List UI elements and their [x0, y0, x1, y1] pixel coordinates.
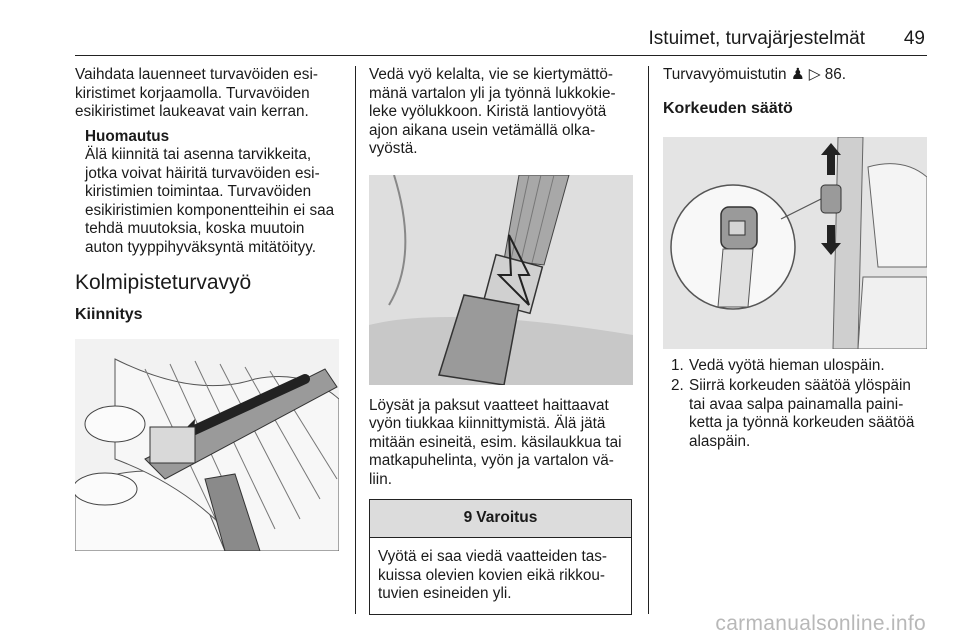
column-1 — [75, 66, 343, 551]
warning-box — [369, 499, 632, 615]
clothing-paragraph: Löysät ja paksut vaatteet haittaavat vyön tiukkaa kiinnittymistä. Älä jätä mitään esineitä, esim. käsilaukkua tai matkapuhelinta, vyön ja vartalon vä-liin. — [369, 396, 622, 488]
watermark: carmanualsonline.info — [715, 612, 926, 635]
column-3 — [663, 66, 927, 453]
warning-title: Varoitus — [476, 509, 538, 527]
height-adjuster-illustration — [663, 137, 927, 349]
step-number: 1. — [671, 356, 684, 374]
fastening-paragraph: Vedä vyö kelalta, vie se kiertymättö-mänä vartalon yli ja työnnä lukkokie-leke vyölukkoon. Kiristä lantiovyötä ajon aikana usein vetämällä olka-vyöstä. — [369, 66, 616, 157]
section-heading: Kolmipisteturvavyö — [75, 271, 252, 294]
page-reference-icon: ▷ — [808, 66, 821, 83]
height-adjust-heading: Korkeuden säätö — [663, 99, 793, 117]
column-divider — [355, 66, 356, 614]
subsection-heading: Kiinnitys — [75, 306, 143, 323]
column-2 — [369, 66, 635, 615]
page-number: 49 — [903, 28, 925, 49]
warning-icon: 9 — [463, 509, 473, 527]
note-box — [85, 128, 343, 258]
warning-body: Vyötä ei saa viedä vaatteiden tas-kuissa olevien kovien eikä rikkou-tuvien esineiden yli. — [378, 548, 608, 602]
list-item — [663, 377, 927, 451]
reminder-reference — [663, 66, 927, 85]
page-header — [75, 28, 927, 54]
step-text: Siirrä korkeuden säätöä ylöspäin tai avaa salpa painamalla paini-ketta ja työnnä korkeuden säätöä alaspäin. — [689, 377, 915, 450]
buckle-illustration — [369, 175, 633, 385]
reminder-text: Turvavyömuistutin — [663, 66, 787, 83]
instruction-list — [663, 357, 927, 452]
header-rule — [75, 55, 927, 56]
step-number: 2. — [671, 377, 684, 394]
list-item — [663, 357, 927, 376]
intro-paragraph: Vaihdata lauenneet turvavöiden esi-kiristimet korjaamolla. Turvavöiden esikiristimet laukeavat vain kerran. — [75, 66, 318, 120]
step-text: Vedä vyötä hieman ulospäin. — [689, 356, 885, 374]
fastening-illustration — [75, 339, 339, 551]
reminder-page: 86. — [824, 66, 847, 83]
warning-header — [370, 500, 631, 538]
seatbelt-icon: ♟ — [790, 66, 805, 83]
note-body: Älä kiinnitä tai asenna tarvikkeita, jotka voivat häiritä turvavöiden esi-kiristimien toimintaa. Turvavöiden esikiristimien komponentteihin ei saa tehdä muutoksia, koska muutoin auton tyyppihyväksyntä mitätöityy. — [85, 146, 335, 256]
note-title: Huomautus — [85, 127, 170, 145]
column-divider — [648, 66, 649, 614]
section-title: Istuimet, turvajärjestelmät — [648, 28, 865, 49]
